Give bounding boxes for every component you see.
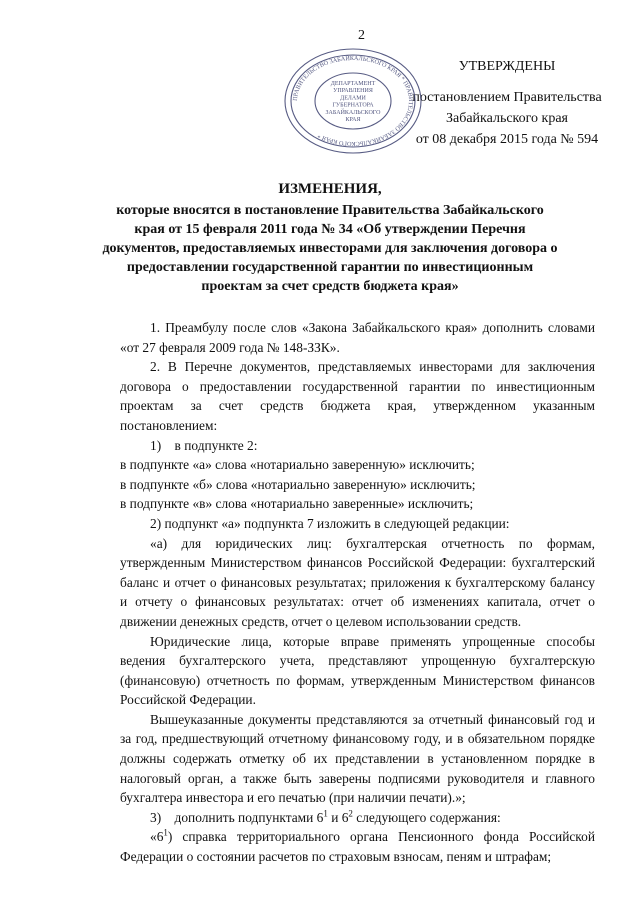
p12-part-a: «6 <box>150 829 164 845</box>
p11-part-c: следующего содержания: <box>352 809 501 825</box>
p12-part-b: ) справка территориального органа Пенсионного фонда Российской Федерации о состоянии расчетов по страховым взносам, пеням и штрафам; <box>120 829 595 865</box>
stamp-ring-text: ПРАВИТЕЛЬСТВО ЗАБАЙКАЛЬСКОГО КРАЯ * ПРАВИТЕЛЬСТВО ЗАБАЙКАЛЬСКОГО КРАЯ * <box>291 54 415 148</box>
paragraph-6: в подпункте «в» слова «нотариально заверенные» исключить; <box>120 496 474 512</box>
approval-block <box>392 56 622 150</box>
paragraph-3: 1) в подпункте 2: <box>150 437 258 453</box>
paragraph-4: в подпункте «а» слова «нотариально заверенную» исключить; <box>120 457 475 473</box>
stamp-center-line: УПРАВЛЕНИЯ <box>333 88 373 95</box>
p11-sup-2: 2 <box>348 808 353 819</box>
paragraph-11 <box>120 808 595 828</box>
paragraph-7: 2) подпункт «а» подпункта 7 изложить в следующей редакции: <box>150 515 510 531</box>
approval-line-1: постановлением Правительства <box>412 90 602 105</box>
stamp-center-line: ЗАБАЙКАЛЬСКОГО <box>325 109 381 116</box>
approval-line-3: от 08 декабря 2015 года № 594 <box>415 132 599 147</box>
document-title <box>100 180 560 296</box>
paragraph-1: 1. Преамбулу после слов «Закона Забайкальского края» дополнить словами «от 27 февраля 2009 года № 148-ЗЗК». <box>120 320 595 355</box>
approval-line-2: Забайкальского края <box>445 111 568 126</box>
paragraph-10: Вышеуказанные документы представляются за отчетный финансовый год и за год, предшествующий отчетному финансовому году, и в обязательном порядке должны содержать отметку об их представлении в установленном порядке в налоговый орган, а также быть заверены подписями руководителя и главного бухгалтера инвестора и его печатью (при наличии печати).»; <box>120 711 595 806</box>
paragraph-8: «а) для юридических лиц: бухгалтерская отчетность по формам, утвержденным Министерством финансов Российской Федерации: бухгалтерский баланс и отчет о финансовых результатах; приложения к бухгалтерскому балансу и отчету о финансовых результатах: отчет об изменениях капитала, отчет о движении денежных средств, отчет о целевом использовании средств. <box>120 535 595 629</box>
document-body <box>120 318 595 867</box>
p11-sup-1: 1 <box>323 808 328 819</box>
approval-heading: УТВЕРЖДЕНЫ <box>458 59 556 74</box>
p11-part-a: 3) дополнить подпунктами 6 <box>150 809 324 825</box>
p12-sup: 1 <box>163 827 168 838</box>
title-main: ИЗМЕНЕНИЯ, <box>278 181 382 197</box>
paragraph-2: 2. В Перечне документов, представляемых инвесторами для заключения договора о предоставлении государственной гарантии по инвестиционным проектам за счет средств бюджета края, утвержденном указанным постановлением: <box>120 359 595 433</box>
page-number: 2 <box>358 28 365 43</box>
p11-part-b: и 6 <box>327 809 349 825</box>
stamp-center-line: ДЕЛАМИ <box>340 95 366 102</box>
official-seal-stamp <box>282 46 424 156</box>
stamp-center-line: ГУБЕРНАТОРА <box>332 102 374 109</box>
paragraph-12 <box>120 827 595 866</box>
stamp-center-line: ДЕПАРТАМЕНТ <box>330 81 376 87</box>
paragraph-9: Юридические лица, которые вправе применять упрощенные способы ведения бухгалтерского учета, представляют упрощенную бухгалтерскую (финансовую) отчетность по формам, утвержденным Министерством финансов Российской Федерации. <box>120 633 595 708</box>
title-sub: которые вносятся в постановление Правительства Забайкальского края от 15 февраля 2011 года № 34 «Об утверждении Перечня документов, предоставляемых инвесторами для заключения договора о предоставлении государственной гарантии по инвестиционным проектам за счет средств бюджета края» <box>102 203 558 294</box>
stamp-center-line: КРАЯ <box>345 117 361 123</box>
paragraph-5: в подпункте «б» слова «нотариально заверенную» исключить; <box>120 476 476 492</box>
